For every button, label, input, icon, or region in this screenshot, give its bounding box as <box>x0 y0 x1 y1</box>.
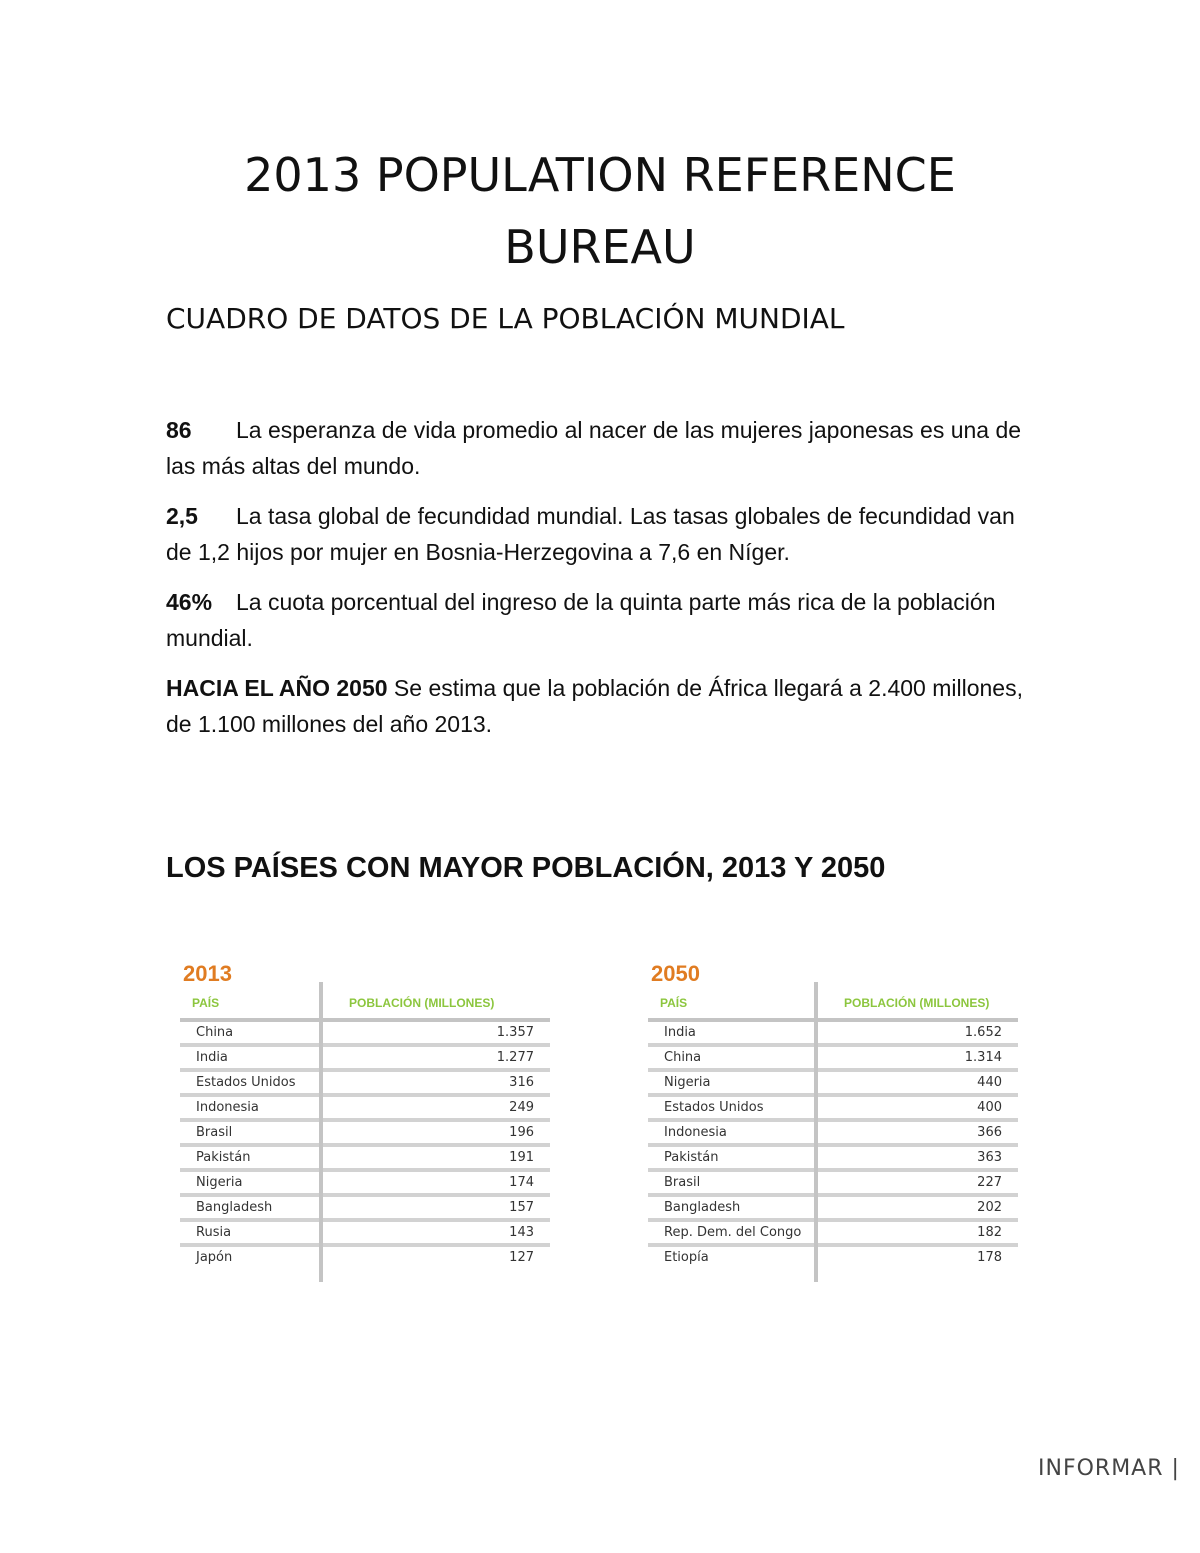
column-header-population: POBLACIÓN (MILLONES) <box>321 988 550 1020</box>
population-cell: 202 <box>816 1195 1018 1220</box>
country-cell: Indonesia <box>648 1120 816 1145</box>
table-row <box>648 1020 1018 1045</box>
fact-number: 2,5 <box>166 503 198 529</box>
country-cell: China <box>180 1020 321 1045</box>
country-cell: India <box>648 1020 816 1045</box>
country-cell: Etiopía <box>664 1250 709 1265</box>
column-header-country: PAÍS <box>180 988 321 1020</box>
table-row <box>180 1020 550 1045</box>
table-row <box>648 1145 1018 1170</box>
fact-number: 46% <box>166 589 213 615</box>
country-cell: Pakistán <box>648 1145 816 1170</box>
country-cell: Nigeria <box>648 1070 816 1095</box>
population-cell: 157 <box>321 1195 550 1220</box>
population-cell: 363 <box>816 1145 1018 1170</box>
table-row <box>648 1095 1018 1120</box>
column-header-population: POBLACIÓN (MILLONES) <box>816 988 1018 1020</box>
table-row <box>648 1070 1018 1095</box>
country-cell: Bangladesh <box>180 1195 321 1220</box>
population-cell: 191 <box>321 1145 550 1170</box>
country-cell: Estados Unidos <box>648 1095 816 1120</box>
table-row <box>180 1195 550 1220</box>
fact-text: La esperanza de vida promedio al nacer de las mujeres japonesas es una de las más altas del mundo. <box>166 417 1022 479</box>
fact-item <box>166 498 1046 570</box>
table-row <box>648 1045 1018 1070</box>
country-cell: Bangladesh <box>648 1195 816 1220</box>
population-cell: 1.652 <box>816 1020 1018 1045</box>
fact-lead: HACIA EL AÑO 2050 <box>166 675 388 701</box>
table-row <box>180 1245 550 1268</box>
country-cell: Pakistán <box>180 1145 321 1170</box>
fact-item <box>166 584 1046 656</box>
population-cell: 400 <box>816 1095 1018 1120</box>
population-table <box>648 988 1018 1268</box>
population-table-2050 <box>648 960 1018 1268</box>
fact-text: La tasa global de fecundidad mundial. Las tasas globales de fecundidad van de 1,2 hijos por mujer en Bosnia-Herzegovina a 7,6 en Níger. <box>166 503 1015 565</box>
country-cell: Brasil <box>648 1170 816 1195</box>
population-cell: 1.357 <box>321 1020 550 1045</box>
table-row <box>180 1170 550 1195</box>
population-cell: 1.277 <box>321 1045 550 1070</box>
fact-item <box>166 412 1046 484</box>
country-cell: Indonesia <box>180 1095 321 1120</box>
document-title-line-2: BUREAU <box>504 220 696 274</box>
table-row <box>648 1245 1018 1268</box>
country-cell: Brasil <box>180 1120 321 1145</box>
table-year-label: 2013 <box>183 961 232 986</box>
table-row <box>180 1220 550 1245</box>
table-row <box>648 1195 1018 1220</box>
country-cell: Estados Unidos <box>180 1070 321 1095</box>
table-row <box>180 1120 550 1145</box>
table-row <box>180 1070 550 1095</box>
population-cell: 227 <box>816 1170 1018 1195</box>
fact-item <box>166 670 1046 742</box>
document-subtitle: CUADRO DE DATOS DE LA POBLACIÓN MUNDIAL <box>166 302 845 335</box>
document-title-line-1: 2013 POPULATION REFERENCE <box>244 148 956 202</box>
country-cell: Japón <box>196 1250 233 1265</box>
column-divider <box>814 982 818 1282</box>
table-row <box>648 1220 1018 1245</box>
population-table-2013 <box>180 960 550 1268</box>
table-header-row <box>648 988 1018 1020</box>
population-cell: 196 <box>321 1120 550 1145</box>
population-cell: 249 <box>321 1095 550 1120</box>
table-row <box>180 1095 550 1120</box>
table-header-row <box>180 988 550 1020</box>
column-divider <box>319 982 323 1282</box>
population-cell: 127 <box>509 1250 534 1265</box>
section-heading: LOS PAÍSES CON MAYOR POBLACIÓN, 2013 Y 2050 <box>166 852 886 884</box>
fact-number: 86 <box>166 417 192 443</box>
column-header-country: PAÍS <box>648 988 816 1020</box>
country-cell: Rusia <box>180 1220 321 1245</box>
country-cell: India <box>180 1045 321 1070</box>
country-cell: China <box>648 1045 816 1070</box>
table-year-label: 2050 <box>651 961 700 986</box>
population-cell: 178 <box>977 1250 1002 1265</box>
country-cell: Nigeria <box>180 1170 321 1195</box>
population-cell: 440 <box>816 1070 1018 1095</box>
table-row <box>648 1170 1018 1195</box>
population-cell: 366 <box>816 1120 1018 1145</box>
footer-label: INFORMAR | <box>1038 1456 1180 1481</box>
fact-text: La cuota porcentual del ingreso de la quinta parte más rica de la población mundial. <box>166 589 996 651</box>
population-cell: 143 <box>321 1220 550 1245</box>
country-cell: Rep. Dem. del Congo <box>648 1220 816 1245</box>
table-row <box>180 1145 550 1170</box>
population-cell: 1.314 <box>816 1045 1018 1070</box>
table-row <box>180 1045 550 1070</box>
population-cell: 182 <box>816 1220 1018 1245</box>
table-row <box>648 1120 1018 1145</box>
facts-list <box>166 412 1046 756</box>
population-cell: 174 <box>321 1170 550 1195</box>
population-cell: 316 <box>321 1070 550 1095</box>
fact-text: Se estima que la población de África llegará a 2.400 millones, de 1.100 millones del año 2013. <box>166 675 1023 737</box>
population-table <box>180 988 550 1268</box>
